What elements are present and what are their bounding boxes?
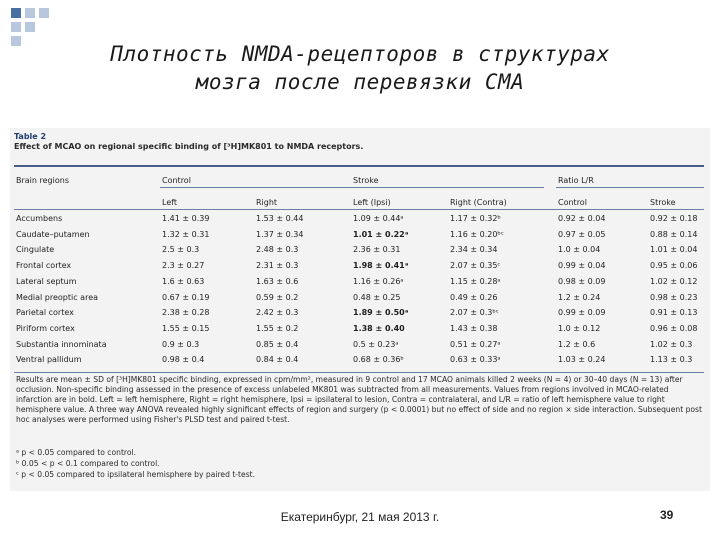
- table-cell-s-left: 1.98 ± 0.41ᵃ: [353, 261, 409, 271]
- table-cell-r-control: 1.0 ± 0.12: [558, 323, 601, 333]
- table-cell-s-left: 1.01 ± 0.22ᵃ: [353, 229, 409, 239]
- table-cell-c-right: 1.63 ± 0.6: [256, 276, 299, 286]
- footer-location-date: Екатеринбург, 21 мая 2013 г.: [280, 510, 440, 524]
- stroke-group-rule: [351, 187, 544, 188]
- table-cell-r-control: 1.03 ± 0.24: [558, 355, 606, 365]
- table-cell-r-control: 1.2 ± 0.24: [558, 292, 601, 302]
- table-cell-r-control: 1.0 ± 0.04: [558, 245, 601, 255]
- table-cell-c-right: 2.42 ± 0.3: [256, 308, 299, 318]
- table-cell-r-control: 0.97 ± 0.05: [558, 229, 606, 239]
- table-cell-c-left: 0.98 ± 0.4: [162, 355, 205, 365]
- page-number: 39: [660, 508, 674, 522]
- ratio-group-rule: [556, 187, 704, 188]
- footnote-c: ᶜ p < 0.05 compared to ipsilateral hemisphere by paired t-test.: [16, 470, 256, 479]
- table-cell-s-left: 0.48 ± 0.25: [353, 292, 401, 302]
- table-cell-c-right: 0.85 ± 0.4: [256, 339, 299, 349]
- table-cell-s-right: 0.51 ± 0.27ᵃ: [450, 339, 501, 349]
- table-cell-c-right: 1.53 ± 0.44: [256, 214, 304, 223]
- table-cell-s-right: 2.07 ± 0.35ᶜ: [450, 261, 501, 271]
- table-cell-s-left: 2.36 ± 0.31: [353, 245, 401, 255]
- table-header: [14, 132, 363, 152]
- table-cell-c-left: 2.38 ± 0.28: [162, 308, 210, 318]
- table-cell-s-right: 1.15 ± 0.28ᵃ: [450, 276, 501, 286]
- table-caption: Effect of MCAO on regional specific binding of [³H]MK801 to NMDA receptors.: [14, 142, 364, 151]
- header-ratio: Ratio L/R: [558, 176, 594, 185]
- table-row-region: Lateral septum: [16, 276, 77, 286]
- subheader-ratio-stroke: Stroke: [650, 198, 676, 207]
- table-cell-s-left: 0.68 ± 0.36ᵇ: [353, 355, 404, 365]
- table-row-region: Medial preoptic area: [16, 292, 99, 302]
- footnote-b: ᵇ 0.05 < p < 0.1 compared to control.: [16, 459, 160, 468]
- table-footnote-paragraph: Results are mean ± SD of [³H]MK801 specific binding, expressed in cpm/mm², measured in 9 control and 17 MCAO animals killed 2 weeks (N = 4) or 30–40 days (N = 13) after occlusion. Non-specific binding assessed in the presence of excess unlabeled MK801 was subtracted from all measurements. Values from regions involved in MCAO-related infarction are in bold. Left = left hemisphere, Right = right hemisphere, Ipsi = ipsilateral to lesion, Contra = contralateral, and L/R = ratio of left hemisphere value to right hemisphere value. A three way ANOVA revealed highly significant effects of region and surgery (p < 0.0001) but no effect of side and no region × side interaction. Subsequent post hoc analyses were performed using Fisher's PLSD test and paired t-test.: [16, 375, 702, 424]
- subheader-ratio-control: Control: [558, 198, 587, 207]
- table-label: Table 2: [14, 132, 47, 141]
- footnote-a: ᵃ p < 0.05 compared to control.: [16, 448, 137, 457]
- table-cell-r-stroke: 0.88 ± 0.14: [650, 229, 698, 239]
- header-bottom-rule: [14, 209, 704, 210]
- table-cell-c-left: 2.3 ± 0.27: [162, 261, 205, 271]
- table-bottom-rule: [14, 372, 704, 373]
- table-row-region: Frontal cortex: [16, 261, 72, 271]
- table-cell-s-left: 1.16 ± 0.26ᵃ: [353, 276, 404, 286]
- table-row-region: Parietal cortex: [16, 308, 74, 318]
- table-cell-r-control: 0.99 ± 0.09: [558, 308, 606, 318]
- table-row-region: Accumbens: [16, 214, 63, 223]
- table-cell-c-right: 0.84 ± 0.4: [256, 355, 299, 365]
- table-cell-s-right: 0.63 ± 0.33ᵃ: [450, 355, 501, 365]
- table-cell-s-left: 1.38 ± 0.40: [353, 323, 405, 333]
- table-cell-r-control: 0.98 ± 0.09: [558, 276, 606, 286]
- table-row-region: Cingulate: [16, 245, 55, 255]
- table-cell-r-stroke: 0.95 ± 0.06: [650, 261, 698, 271]
- table-cell-r-stroke: 1.01 ± 0.04: [650, 245, 698, 255]
- subheader-stroke-right: Right (Contra): [450, 198, 507, 207]
- table-cell-c-right: 1.37 ± 0.34: [256, 229, 304, 239]
- table-cell-r-stroke: 1.02 ± 0.3: [650, 339, 693, 349]
- subheader-control-left: Left: [162, 198, 178, 207]
- table-cell-c-right: 0.59 ± 0.2: [256, 292, 299, 302]
- table-cell-r-stroke: 0.92 ± 0.18: [650, 214, 698, 223]
- table-cell-c-left: 0.67 ± 0.19: [162, 292, 210, 302]
- table-cell-r-stroke: 0.91 ± 0.13: [650, 308, 698, 318]
- table-cell-c-left: 1.32 ± 0.31: [162, 229, 210, 239]
- table-figure: [10, 128, 710, 491]
- table-cell-r-stroke: 0.98 ± 0.23: [650, 292, 698, 302]
- table-cell-c-left: 1.6 ± 0.63: [162, 276, 205, 286]
- slide-title-line-1: Плотность NMDA-рецепторов в структурах: [110, 42, 610, 66]
- table-cell-c-left: 2.5 ± 0.3: [162, 245, 200, 255]
- table-cell-c-left: 0.9 ± 0.3: [162, 339, 200, 349]
- table-cell-c-left: 1.41 ± 0.39: [162, 214, 210, 223]
- table-cell-s-right: 2.34 ± 0.34: [450, 245, 498, 255]
- table-cell-s-right: 0.49 ± 0.26: [450, 292, 498, 302]
- table-cell-c-right: 1.55 ± 0.2: [256, 323, 299, 333]
- header-control: Control: [162, 176, 191, 185]
- header-stroke: Stroke: [353, 176, 379, 185]
- subheader-control-right: Right: [256, 198, 278, 207]
- table-cell-c-right: 2.31 ± 0.3: [256, 261, 299, 271]
- table-cell-s-right: 1.43 ± 0.38: [450, 323, 498, 333]
- table-cell-s-right: 1.16 ± 0.20ᵇᶜ: [450, 229, 504, 239]
- table-cell-s-right: 1.17 ± 0.32ᵇ: [450, 214, 501, 223]
- table-cell-r-stroke: 1.13 ± 0.3: [650, 355, 693, 365]
- table-cell-r-control: 0.99 ± 0.04: [558, 261, 606, 271]
- table-cell-s-left: 0.5 ± 0.23ᵃ: [353, 339, 399, 349]
- slide-title: [0, 40, 720, 96]
- table-cell-s-right: 2.07 ± 0.3ᵇᶜ: [450, 308, 499, 318]
- table-cell-r-control: 0.92 ± 0.04: [558, 214, 606, 223]
- table-cell-r-stroke: 1.02 ± 0.12: [650, 276, 698, 286]
- table-cell-c-left: 1.55 ± 0.15: [162, 323, 210, 333]
- table-cell-r-control: 1.2 ± 0.6: [558, 339, 596, 349]
- table-row-region: Caudate–putamen: [16, 229, 90, 239]
- table-row-region: Ventral pallidum: [16, 355, 82, 365]
- table-row-region: Substantia innominata: [16, 339, 107, 349]
- table-cell-s-left: 1.89 ± 0.50ᵃ: [353, 308, 409, 318]
- control-group-rule: [160, 187, 380, 188]
- table-row-region: Piriform cortex: [16, 323, 75, 333]
- subheader-stroke-left: Left (Ipsi): [353, 198, 391, 207]
- slide-title-line-2: мозга после перевязки СМА: [195, 70, 525, 94]
- table-top-rule: [14, 165, 704, 167]
- table-cell-r-stroke: 0.96 ± 0.08: [650, 323, 698, 333]
- table-cell-s-left: 1.09 ± 0.44ᵃ: [353, 214, 404, 223]
- table-cell-c-right: 2.48 ± 0.3: [256, 245, 299, 255]
- header-brain-regions: Brain regions: [16, 176, 69, 185]
